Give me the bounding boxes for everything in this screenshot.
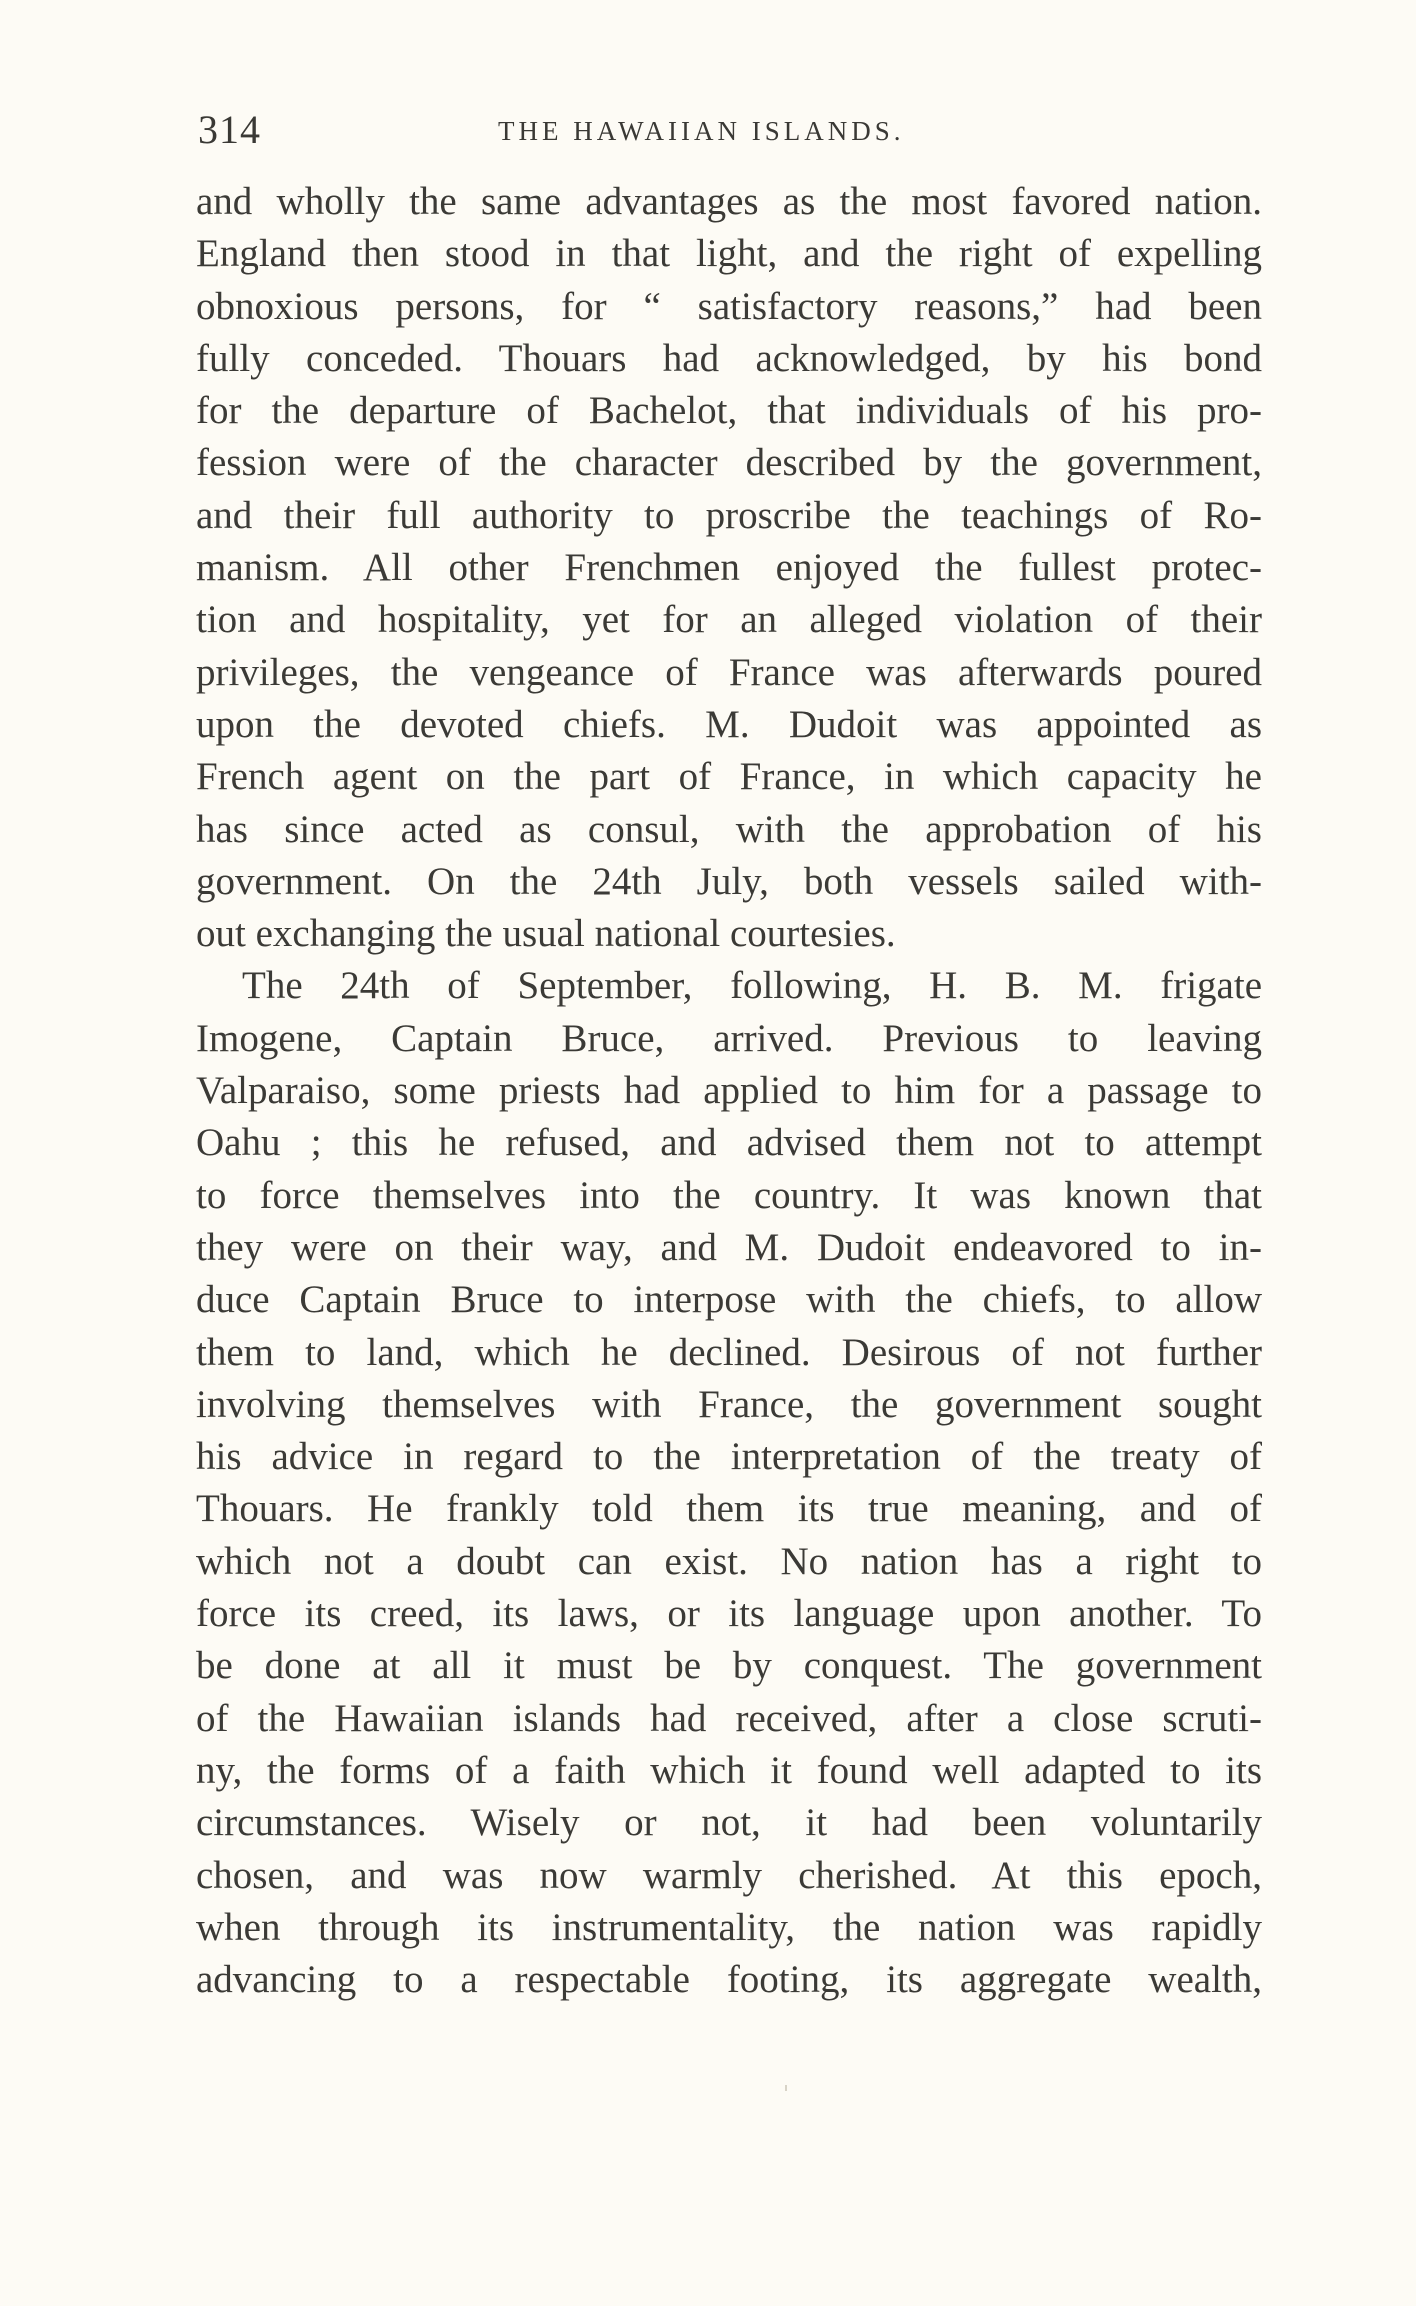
text-line: and wholly the same advantages as the most favored nation. xyxy=(196,180,1262,223)
text-line: Imogene, Captain Bruce, arrived. Previous to leaving xyxy=(196,1016,1262,1060)
text-line: fully conceded. Thouars had acknowledged, by his bond xyxy=(196,336,1262,380)
text-line: and their full authority to proscribe the teachings of Ro- xyxy=(196,493,1262,537)
text-line: advancing to a respectable footing, its aggregate wealth, xyxy=(196,1958,1262,2002)
text-line: The 24th of September, following, H. B. M. frigate xyxy=(242,964,1262,1008)
running-title: THE HAWAIIAN ISLANDS. xyxy=(498,116,905,146)
text-line: obnoxious persons, for “ satisfactory reasons,” had been xyxy=(196,284,1262,328)
text-line: Oahu ; this he refused, and advised them not to attempt xyxy=(196,1121,1262,1165)
text-line: Thouars. He frankly told them its true meaning, and of xyxy=(196,1487,1262,1531)
text-line: government. On the 24th July, both vessels sailed with- xyxy=(196,859,1262,903)
text-line: which not a doubt can exist. No nation has a right to xyxy=(196,1539,1262,1583)
text-line: them to land, which he declined. Desirous of not further xyxy=(196,1330,1262,1374)
body-text xyxy=(196,176,1262,2006)
text-line: England then stood in that light, and the right of expelling xyxy=(196,232,1262,276)
paragraph-1 xyxy=(196,176,1262,960)
text-line: privileges, the vengeance of France was afterwards poured xyxy=(196,650,1262,694)
paragraph-2 xyxy=(196,960,1262,2006)
running-head xyxy=(198,100,1262,160)
text-line: for the departure of Bachelot, that individuals of his pro- xyxy=(196,389,1262,433)
text-line: be done at all it must be by conquest. The government xyxy=(196,1644,1262,1688)
text-line: force its creed, its laws, or its language upon another. To xyxy=(196,1592,1262,1636)
text-line: when through its instrumentality, the nation was rapidly xyxy=(196,1905,1262,1949)
text-line: out exchanging the usual national courtesies. xyxy=(196,912,896,956)
text-line: circumstances. Wisely or not, it had been voluntarily xyxy=(196,1801,1262,1845)
text-line: Valparaiso, some priests had applied to him for a passage to xyxy=(196,1069,1262,1113)
text-line: ny, the forms of a faith which it found well adapted to its xyxy=(196,1748,1262,1792)
text-line: upon the devoted chiefs. M. Dudoit was appointed as xyxy=(196,702,1262,746)
text-line: fession were of the character described by the government, xyxy=(196,441,1262,485)
text-line: involving themselves with France, the government sought xyxy=(196,1382,1262,1426)
text-line: has since acted as consul, with the approbation of his xyxy=(196,807,1262,851)
text-line: tion and hospitality, yet for an alleged violation of their xyxy=(196,598,1262,642)
text-line: of the Hawaiian islands had received, after a close scruti- xyxy=(196,1696,1262,1740)
paper-speck xyxy=(785,2085,787,2091)
page-number: 314 xyxy=(198,107,261,152)
text-line: French agent on the part of France, in which capacity he xyxy=(196,755,1262,799)
text-line: duce Captain Bruce to interpose with the chiefs, to allow xyxy=(196,1278,1262,1322)
text-line: his advice in regard to the interpretation of the treaty of xyxy=(196,1435,1262,1479)
text-line: chosen, and was now warmly cherished. At this epoch, xyxy=(196,1853,1262,1897)
text-line: to force themselves into the country. It was known that xyxy=(196,1173,1262,1217)
text-line: manism. All other Frenchmen enjoyed the fullest protec- xyxy=(196,546,1262,590)
text-line: they were on their way, and M. Dudoit endeavored to in- xyxy=(196,1225,1262,1269)
